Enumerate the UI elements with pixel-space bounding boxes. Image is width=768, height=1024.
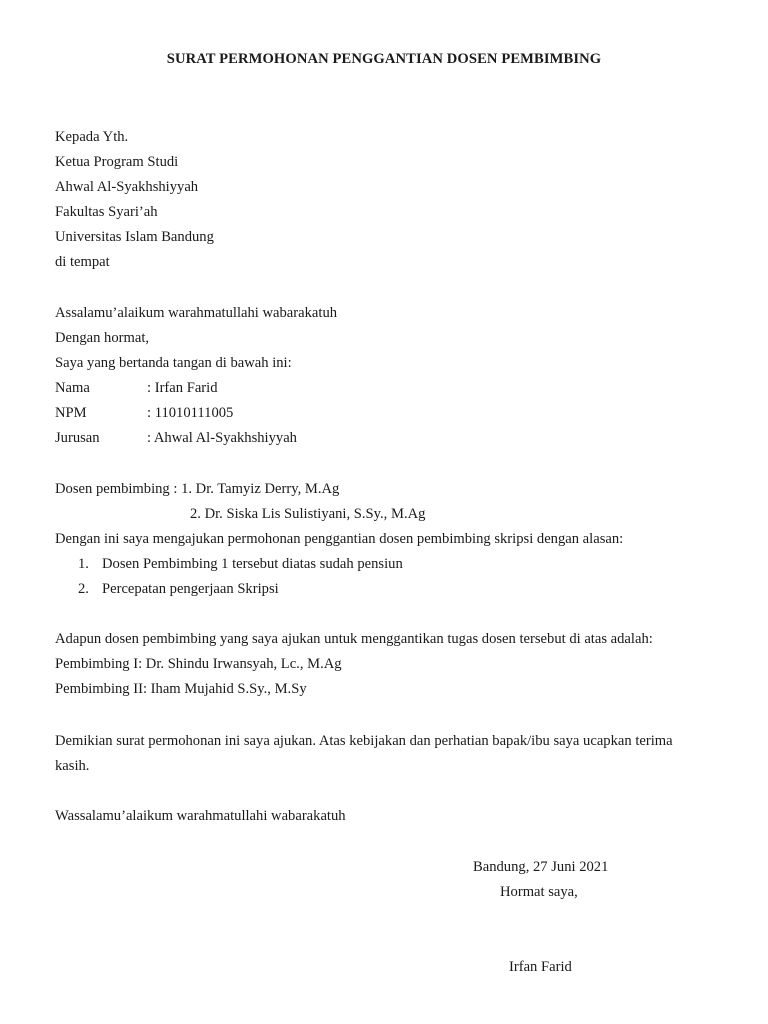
reason-number-1: 1. (78, 556, 89, 572)
identity-name-row (55, 379, 218, 397)
identity-npm-label: NPM (55, 405, 87, 421)
recipient-line-3: Ahwal Al-Syakhshiyyah (55, 179, 199, 195)
identity-name-value: : Irfan Farid (147, 380, 218, 396)
identity-major-label: Jurusan (55, 430, 100, 446)
identity-major-value: : Ahwal Al-Syakhshiyyah (147, 430, 297, 446)
recipient-line-2: Ketua Program Studi (55, 154, 179, 170)
reason-text-1: Dosen Pembimbing 1 tersebut diatas sudah pensiun (102, 556, 403, 572)
advisor-line-2: 2. Dr. Siska Lis Sulistiyani, S.Sy., M.Ag (190, 506, 426, 522)
recipient-line-1: Kepada Yth. (55, 129, 129, 145)
proposed-advisor-1: Pembimbing I: Dr. Shindu Irwansyah, Lc., M.Ag (55, 656, 342, 672)
reason-number-2: 2. (78, 581, 89, 597)
closing-line-1: Demikian surat permohonan ini saya ajukan. Atas kebijakan dan perhatian bapak/ibu saya ucapkan terima (55, 733, 673, 749)
opening-intro: Saya yang bertanda tangan di bawah ini: (55, 355, 292, 371)
recipient-line-4: Fakultas Syari’ah (55, 204, 158, 220)
opening-salam: Assalamu’alaikum warahmatullahi wabarakatuh (55, 305, 338, 321)
recipient-line-5: Universitas Islam Bandung (55, 229, 214, 245)
closing-salam: Wassalamu’alaikum warahmatullahi wabarakatuh (55, 808, 346, 824)
advisor-line-1: Dosen pembimbing : 1. Dr. Tamyiz Derry, M.Ag (55, 481, 340, 497)
reason-item-2 (78, 580, 279, 598)
letter-title: SURAT PERMOHONAN PENGGANTIAN DOSEN PEMBIMBING (166, 51, 602, 67)
recipient-line-6: di tempat (55, 254, 110, 270)
closing-line-2: kasih. (55, 758, 90, 774)
reason-item-1 (78, 555, 403, 573)
identity-name-label: Nama (55, 380, 90, 396)
proposed-intro: Adapun dosen pembimbing yang saya ajukan untuk menggantikan tugas dosen tersebut di atas adalah: (55, 631, 653, 647)
request-intro: Dengan ini saya mengajukan permohonan penggantian dosen pembimbing skripsi dengan alasan: (55, 531, 624, 547)
opening-greeting: Dengan hormat, (55, 330, 150, 346)
signature-regards: Hormat saya, (500, 884, 578, 900)
signature-place-date: Bandung, 27 Juni 2021 (473, 859, 609, 875)
identity-major-row (55, 429, 297, 447)
proposed-advisor-2: Pembimbing II: Iham Mujahid S.Sy., M.Sy (55, 681, 307, 697)
signature-name: Irfan Farid (509, 959, 572, 975)
reason-text-2: Percepatan pengerjaan Skripsi (102, 581, 279, 597)
identity-npm-value: : 11010111005 (147, 405, 234, 421)
identity-npm-row (55, 404, 233, 422)
